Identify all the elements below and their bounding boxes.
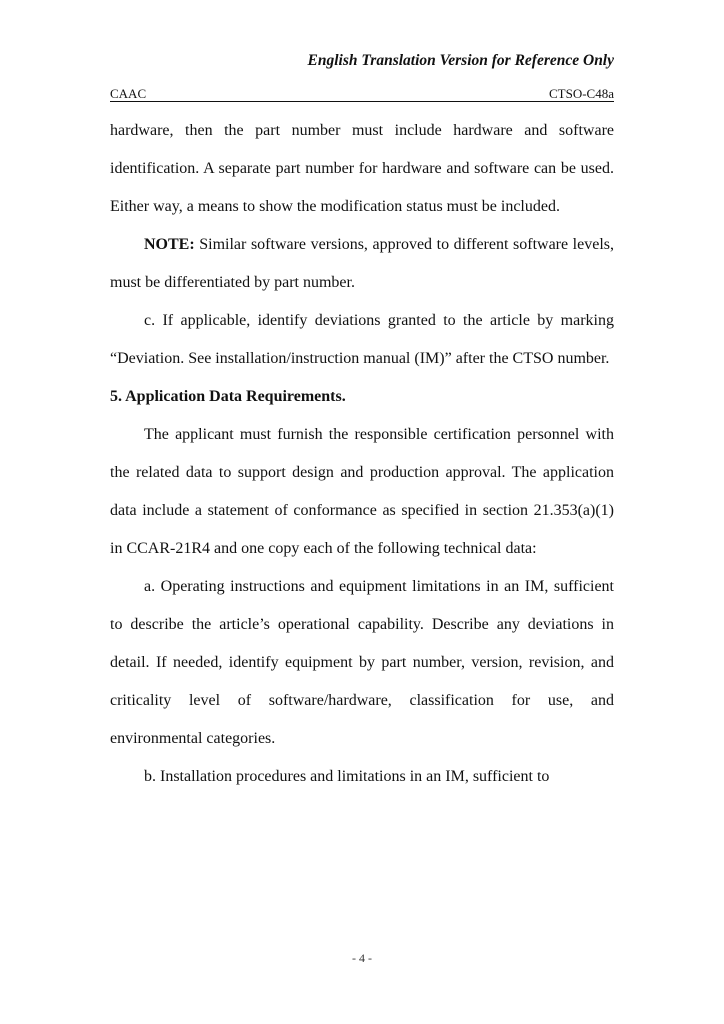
- header-doc-id: CTSO-C48a: [549, 86, 614, 101]
- paragraph-item-c: c. If applicable, identify deviations granted to the article by marking “Deviation. See installation/instruction manual (IM)” after the CTSO number.: [110, 312, 614, 367]
- note-text: Similar software versions, approved to different software levels, must be differentiated by part number.: [110, 236, 614, 291]
- header-org: CAAC: [110, 86, 147, 101]
- section-heading: 5. Application Data Requirements.: [110, 388, 346, 405]
- note-paragraph: [110, 226, 614, 302]
- header-divider: [110, 101, 614, 102]
- page-number: - 4 -: [352, 951, 372, 965]
- body-text: [110, 112, 614, 796]
- paragraph-application-data: The applicant must furnish the responsible certification personnel with the related data to support design and production approval. The application data include a statement of conformance as specified in section 21.353(a)(1) in CCAR-21R4 and one copy each of the following technical data:: [110, 426, 614, 557]
- paragraph-item-b: b. Installation procedures and limitations in an IM, sufficient to: [144, 768, 550, 785]
- paragraph-continued: hardware, then the part number must include hardware and software identification. A separate part number for hardware and software can be used. Either way, a means to show the modification status must be included.: [110, 122, 614, 215]
- note-label: NOTE:: [144, 236, 195, 253]
- paragraph-item-a: a. Operating instructions and equipment limitations in an IM, sufficient to describe the article’s operational capability. Describe any deviations in detail. If needed, identify equipment by part number, version, revision, and criticality level of software/hardware, classification for use, and environmental categories.: [110, 578, 614, 747]
- translation-banner: English Translation Version for Reference Only: [307, 52, 614, 69]
